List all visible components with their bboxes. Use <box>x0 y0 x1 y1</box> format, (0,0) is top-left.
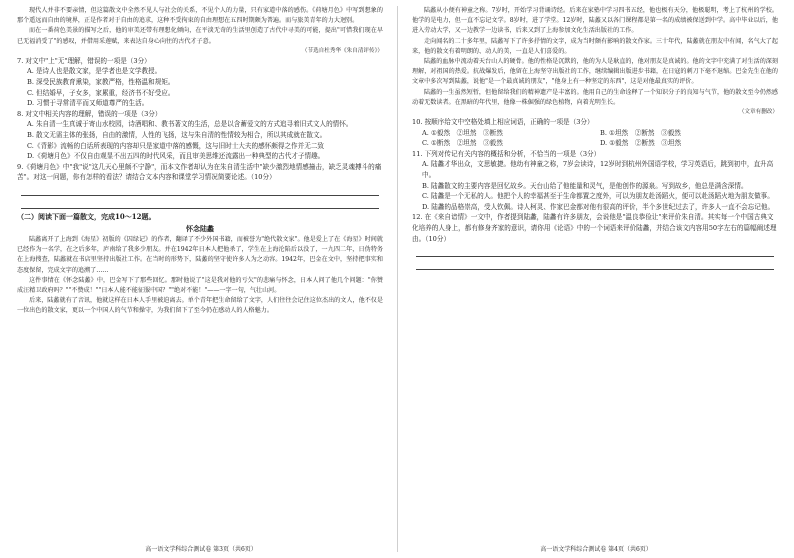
q7-option-b: B. 深受民族教育熏染，家教严格，性格温和规矩。 <box>27 78 175 86</box>
essay-paragraph: 这件事情在《怀念陆蠡》中，巴金写下了那些回忆。那时他说了"这是我对他的亏欠"的悲痛与怀念，日本人问了他几个问题："你赞成汪精卫政府吗？""不赞成！""日本人能不能征服中国？""绝对不能！"——一字一句，气壮山河。 <box>17 276 383 294</box>
q7-option-d: D. 习惯于寻常清平而又师道尊严的生活。 <box>27 99 149 108</box>
question-10-stem: 10. 按顺序给文中空格处填上相应词语，正确的一项是（3分） <box>412 118 594 127</box>
footer-text: 高一语文学科综合测试卷 第3页（共6页） <box>145 546 257 553</box>
left-page <box>9 0 393 558</box>
q10-option-b: B. ①坦然 ②断然 ③毅然 <box>600 128 681 137</box>
q11-option-c: C. 陆蠡是一个无私的人。他把个人的幸福甚至于生命都置之度外，可以为朋友赴汤蹈火，便可以赴汤蹈火地为朋友做事。 <box>422 192 774 201</box>
essay-paragraph: 走向闻名的二十多年里，陆蠡写下了许多抒情的文字，成为当时颇有影响的散文作家。三十年代，陆蠡就在朋友中有闻，名气大了起来，他的散文有着明朗的、动人的美，一直是人们喜爱的。 <box>412 37 778 55</box>
question-8-stem: 8. 对文中相关内容的理解，错误的一项是（3分） <box>17 109 162 118</box>
right-page <box>404 0 788 558</box>
source-note: （节选自杜秀华《朱自清评传》） <box>301 47 383 54</box>
question-11-stem: 11. 下列对传记有关内容的概括和分析，不恰当的一项是（3分） <box>412 149 601 158</box>
essay-paragraph: 后来，陆蠡就有了音讯，他就这样在日本人手里被迫离去。单个青年把生命留给了文字，人们往往会记住这位杰出的文人，他不仅是一位出色的散文家，更以一个中国人的气节和操守，为我们留下了至今仍在感动人的人格魅力。 <box>17 297 383 315</box>
answer-line[interactable] <box>416 247 774 257</box>
q10-options-row <box>412 138 778 149</box>
q10-option-c: C. ①断然 ②坦然 ③毅然 <box>422 139 503 148</box>
source-note: （文章有删改） <box>738 109 778 116</box>
q7-option-c: C. 但结婚早，子女多，家累重，经济书不好受应。 <box>27 88 175 97</box>
q8-option-c: C.《背影》流畅的白话所表现的内容却只是家道中落的感慨，这与旧时士大夫的感怀颇得之作并无二致 <box>27 141 325 150</box>
passage-paragraph: 而在一番荷色美景的描写之后，他的审美还带有理想化倾向，在平淡无奇的生活里创造了古代中寻美的可能，提出"可惜我们现在早已无福消受了"的感叹，并借用采莲赋，来表达自身心向往的古代才子意。 <box>17 27 383 45</box>
essay-title: 怀念陆蠡 <box>186 223 214 233</box>
answer-line[interactable] <box>21 199 379 209</box>
answer-line[interactable] <box>21 186 379 196</box>
q8-option-b: B. 散文无需主体的张扬，自由的激情，人性的飞扬，这与朱自清的性情较为相合，所以其成就在散文。 <box>27 130 327 139</box>
page-footer <box>404 545 788 554</box>
essay-paragraph: 陆蠡离开了上海到《海星》初版的《囚绿记》的作者，翻译了不少外国书籍，而被誉为"绝代散文家"。他是爱上了在《海星》时间就已经作为一名学，在之后多年，庐南给了我多少朋友。并在1942年日本人把他杀了，学生在上海沦陷后以没了，一九四二年，日伪特务在上海搜查，陆蠡就在书店里坚持出版社工作。在当时的形势下，陆蠡的坚守使许多人为之动容。1942年，巴金在文中，坚持把事实和态度保留，完成文字的追溯了…… <box>17 235 383 274</box>
q11-option-d: D. 陆蠡的品格崇高，受人钦佩。诗人柯灵、作家巴金都对他有很高的评价，半个多世纪过去了，许多人一直不会忘记他。 <box>422 202 775 211</box>
section-heading: （二）阅读下面一篇散文，完成10～12题。 <box>17 211 156 221</box>
q11-option-a: A. 陆蠡才华出众，文思敏捷。他幼有神童之称，7岁会读诗，12岁时到杭州外国语学校，学习英语后，跳到初中，直升高中。 <box>422 160 774 179</box>
passage-paragraph: 现代人并非不要亲情，但这篇散文中全然不见人与社会的关系，不见个人的力量，只有家道中落的感伤。《荷塘月色》中写到想象的那个遥远而自由的境界，正是作者对于自由的追求，这种不受拘束的自由理想在五四时期颇为普遍。而与旅美青年的力大迥别。 <box>17 7 383 25</box>
footer-text: 高一语文学科综合测试卷 第4页（共6页） <box>540 546 652 553</box>
page-divider <box>397 6 398 552</box>
essay-paragraph: 陆蠡的一生虽然短暂，但他留给我们的精神遗产是丰富的。他用自己的生命诠释了一个知识分子的良知与气节，他的散文至今仍然感动着无数读者。在黑暗的年代里，他像一株倔强的绿色植物，向着光明生长。 <box>412 88 778 106</box>
answer-line[interactable] <box>416 260 774 270</box>
question-12-stem: 12. 在《来自谙情》一文中，作者提到陆蠡，陆蠡有许多朋友，会说他是"温良恭俭让"来评价朱自清。其实每一个中国古典文化培养的人身上，都有修身齐家的意识，请你用《论语》中的一个词语来评价陆蠡，并结合该文内容用50字左右的篇幅阐述理由。（10分） <box>412 213 777 243</box>
q10-option-d: D. ①毅然 ②断然 ③坦然 <box>600 139 682 148</box>
q10-option-a: A. ①毅然 ②坦然 ③断然 <box>422 128 503 137</box>
q10-options-row <box>412 128 778 139</box>
question-7-stem: 7. 对文中"上"无"理解，错误的一项是（3分） <box>17 56 151 65</box>
essay-paragraph: 陆蠡从小便有神童之称。7岁时，开始学习背诵诗经。后来在家塾中学习四书五经，他也极有天分，他极聪明，考上了杭州的学校。他学的是电力，但一直不忘记文学。8岁时，进了学堂。12岁时，陆蠡又以各门课程都是第一名的成绩被保送到中学。高中毕业以后，他进入劳动大学，又一边教学一边读书，后来又到了上海参加文化生活出版社的工作。 <box>412 7 778 35</box>
q11-option-b: B. 陆蠡散文的主要内容是回忆故乡。天台山给了他能量和灵气，是他创作的源泉。写到故乡，他总是满含深情。 <box>422 181 748 190</box>
question-9-stem: 9.《荷塘月色》中"我"说"这几天心里颇不宁静"，而本文作者却认为在朱自清生活中"缺少激烈地情感撞击，缺乏灵魂搏斗的痛苦"。对这一问题，你有怎样的看法？请结合文本内容和课堂学习情况简要论述。（10分） <box>17 162 382 182</box>
q8-option-d: D.《荷塘月色》不仅自由观显不出五四的时代风采，而且审美思维还流露出一种典型的古代才子情趣。 <box>27 152 325 161</box>
page-footer <box>9 545 393 554</box>
essay-paragraph: 陆蠡的血脉中流动着天台山人的硬骨。他的性格是沉默的，他的为人是耿直的，他对朋友是真诚的。他的文字中充满了对生活的深刻理解，对祖国的热爱。抗战爆发后，他留在上海坚守出版社的工作，继续编辑出版进步书籍，在日寇的刺刀下毫不退缩。巴金先生在他的文章中多次写到陆蠡，说他"是一个最真诚的朋友"，"他身上有一种坚定的东西"，这是对他最真实的评价。 <box>412 58 778 86</box>
q8-option-a: A. 朱自清一生真诚于寄山水校园，诗酒唱和、教书著文的生活，总是以含蓄爱文的方式追寻着旧式文人的情怀。 <box>27 120 353 129</box>
q7-option-a: A. 是诗人也是散文家，是学者也是文学教授。 <box>27 67 162 76</box>
